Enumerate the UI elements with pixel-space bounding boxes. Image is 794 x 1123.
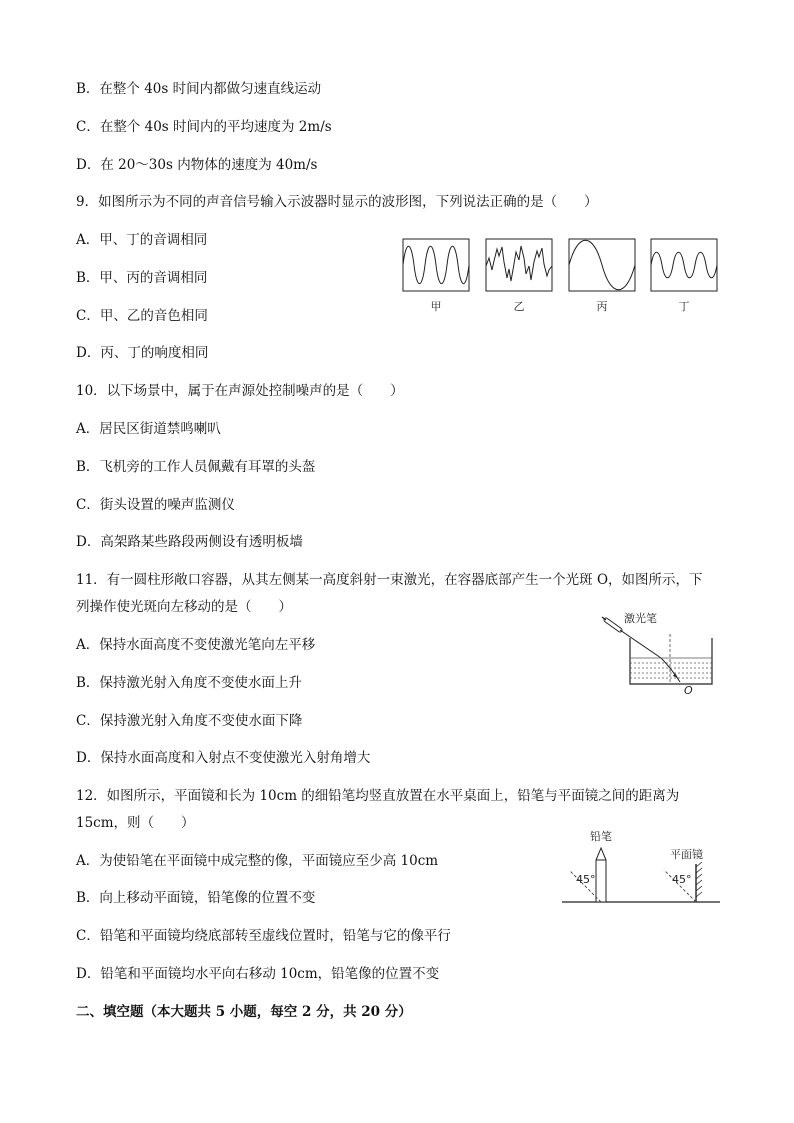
- q11-option-c: C．保持激光射入角度不变使水面下降: [76, 713, 303, 729]
- q10-option-c: C．街头设置的噪声监测仪: [76, 497, 235, 513]
- mirror-label: 平面镜: [670, 848, 703, 861]
- q9-option-d: D．丙、丁的响度相同: [76, 345, 209, 361]
- laser-container-figure: [598, 606, 718, 696]
- q10-stem: 10．以下场景中，属于在声源处控制噪声的是（ ）: [76, 383, 404, 399]
- laser-beam-air: [620, 630, 661, 658]
- waveform-jia: [403, 239, 469, 313]
- q11-stem-line1: 11．有一圆柱形敞口容器，从其左侧某一高度斜射一束激光，在容器底部产生一个光斑 O，如图所示，下: [76, 572, 703, 588]
- section-2-heading: 二、填空题（本大题共 5 小题，每空 2 分，共 20 分）: [76, 1004, 412, 1020]
- q10-option-a: A．居民区街道禁鸣喇叭: [76, 421, 221, 437]
- q11-option-a: A．保持水面高度不变使激光笔向左平移: [76, 637, 316, 653]
- q12-option-a: A．为使铅笔在平面镜中成完整的像，平面镜应至少高 10cm: [76, 853, 439, 869]
- q11-option-b: B．保持激光射入角度不变使水面上升: [76, 675, 302, 691]
- laser-pen-label: 激光笔: [624, 612, 657, 625]
- q11-option-d: D．保持水面高度和入射点不变使激光入射角增大: [76, 750, 371, 766]
- water-surface: [630, 658, 712, 678]
- waveform-label-jia: 甲: [430, 300, 442, 313]
- q9-option-a: A．甲、丁的音调相同: [76, 232, 208, 248]
- laser-beam-water: [661, 658, 680, 682]
- q12-option-c: C．铅笔和平面镜均绕底部转至虚线位置时，铅笔与它的像平行: [76, 928, 451, 944]
- q12-stem-line1: 12．如图所示，平面镜和长为 10cm 的细铅笔均竖直放置在水平桌面上，铅笔与平面镜之间的距离为: [76, 788, 680, 804]
- mirror-angle-label: 45°: [672, 873, 692, 886]
- waveform-label-ding: 丁: [678, 300, 690, 313]
- waveform-label-yi: 乙: [513, 300, 525, 313]
- waveform-label-bing: 丙: [596, 300, 608, 313]
- pencil-icon: [596, 848, 606, 902]
- waveform-figure: [400, 236, 720, 316]
- waveform-ding: [651, 239, 717, 313]
- q10-option-b: B．飞机旁的工作人员佩戴有耳罩的头盔: [76, 459, 316, 475]
- q8-option-d: D．在 20～30s 内物体的速度为 40m/s: [76, 157, 318, 173]
- q8-option-c: C．在整个 40s 时间内的平均速度为 2m/s: [76, 119, 332, 135]
- pencil-mirror-figure: [558, 826, 724, 908]
- light-spot-label: O: [684, 684, 693, 696]
- laser-pen-icon: [602, 617, 620, 630]
- plane-mirror-icon: [696, 862, 702, 902]
- q12-option-d: D．铅笔和平面镜均水平向右移动 10cm，铅笔像的位置不变: [76, 966, 440, 982]
- q8-option-b: B．在整个 40s 时间内都做匀速直线运动: [76, 81, 322, 97]
- q12-stem-line2: 15cm，则（ ）: [76, 815, 195, 831]
- q9-option-b: B．甲、丙的音调相同: [76, 270, 208, 286]
- q11-stem-line2: 列操作使光斑向左移动的是（ ）: [76, 599, 292, 615]
- q9-option-c: C．甲、乙的音色相同: [76, 308, 208, 324]
- waveform-bing: [569, 239, 635, 313]
- pencil-label: 铅笔: [590, 830, 612, 843]
- pencil-angle-label: 45°: [576, 873, 596, 886]
- q12-option-b: B．向上移动平面镜，铅笔像的位置不变: [76, 890, 316, 906]
- waveform-yi: [486, 239, 552, 313]
- q10-option-d: D．高架路某些路段两侧设有透明板墙: [76, 534, 303, 550]
- q9-stem: 9．如图所示为不同的声音信号输入示波器时显示的波形图，下列说法正确的是（ ）: [76, 194, 598, 210]
